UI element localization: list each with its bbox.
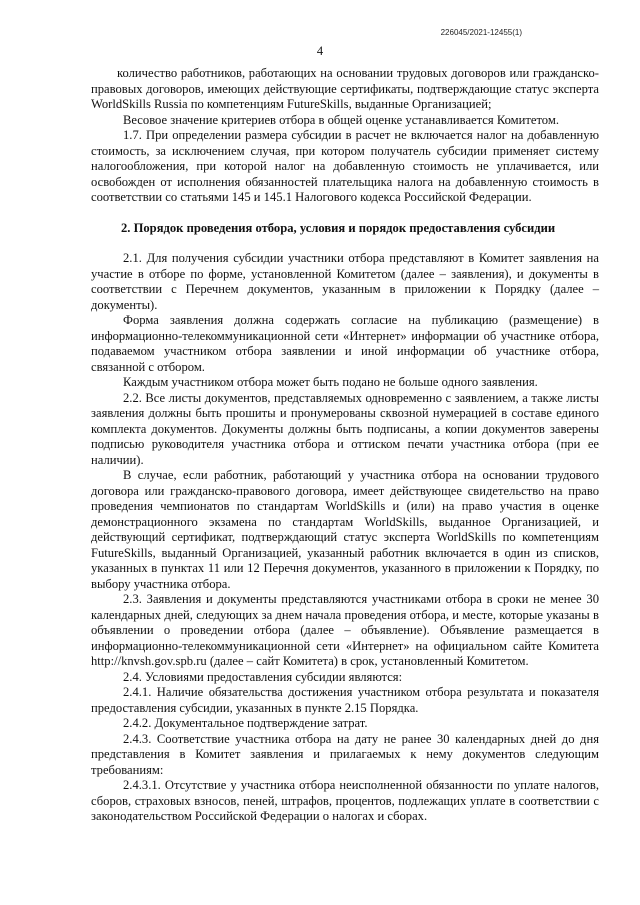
paragraph: 2.1. Для получения субсидии участники отбора представляют в Комитет заявления на участие в отборе по форме, установленной Комитетом (далее – заявления), и документы в соответствии с Перечнем документов, указанным в приложении к Порядку (далее – документы). <box>91 251 599 312</box>
document-body <box>91 66 599 825</box>
paragraph: 2.2. Все листы документов, представляемых одновременно с заявлением, а также листы заявления должны быть прошиты и пронумерованы сквозной нумерацией в составе единого комплекта документов. Документы должны быть подписаны, а копии документов заверены подписью руководителя участника отбора и оттиском печати участника отбора (при ее наличии). <box>91 390 599 467</box>
paragraph: 2.3. Заявления и документы представляются участниками отбора в сроки не менее 30 календарных дней, следующих за днем начала проведения отбора, и месте, которые указаны в объявлении о проведении отбора (далее – объявление). Объявление размещается в информационно-телекоммуникационной сети «Интернет» на официальном сайте Комитета http://knvsh.gov.spb.ru (далее – сайт Комитета) в срок, установленный Комитетом. <box>91 592 599 668</box>
paragraph: 2.4.2. Документальное подтверждение затрат. <box>123 716 368 730</box>
paragraph: 1.7. При определении размера субсидии в расчет не включается налог на добавленную стоимость, за исключением случая, при котором получатель субсидии применяет систему налогообложения, при которой налог на добавленную стоимость не уплачивается, или освобожден от исполнения обязанностей плательщика налога на добавленную стоимость в соответствии со статьями 145 и 145.1 Налогового кодекса Российской Федерации. <box>91 128 599 204</box>
paragraph: Каждым участником отбора может быть подано не больше одного заявления. <box>123 375 538 389</box>
paragraph: количество работников, работающих на основании трудовых договоров или гражданско-правовых договоров, имеющих действующие сертификаты, подтверждающие статус эксперта WorldSkills Russia по компетенциям FutureSkills, выданные Организацией; <box>91 66 599 111</box>
paragraph: 2.4.3.1. Отсутствие у участника отбора неисполненной обязанности по уплате налогов, сборов, страховых взносов, пеней, штрафов, процентов, подлежащих уплате в соответствии с законодательством Российской Федерации о налогах и сборах. <box>91 778 599 823</box>
page-number: 4 <box>316 44 324 58</box>
section-heading: 2. Порядок проведения отбора, условия и порядок предоставления субсидии <box>121 220 556 235</box>
paragraph: 2.4.3. Соответствие участника отбора на дату не ранее 30 календарных дней до дня представления в Комитет заявления и прилагаемых к нему документов следующим требованиям: <box>91 731 599 777</box>
paragraph: Весовое значение критериев отбора в общей оценке устанавливается Комитетом. <box>123 112 559 127</box>
paragraph: В случае, если работник, работающий у участника отбора на основании трудового договора или гражданско-правового договора, имеет действующее свидетельство на право проведения чемпионатов по стандартам WorldSkills и (или) на право участия в оценке демонстрационного экзамена по стандартам WorldSkills, выданное Организацией, и действующий сертификат, подтверждающий статус эксперта WorldSkills по компетенциям FutureSkills, выданный Организацией, указанный работник включается в один из списков, указанных в пунктах 11 или 12 Перечня документов, указанного в приложении к Порядку, по выбору участника отбора. <box>91 468 599 591</box>
paragraph: 2.4.1. Наличие обязательства достижения участником отбора результата и показателя предоставления субсидии, указанных в пункте 2.15 Порядка. <box>91 685 599 715</box>
paragraph: 2.4. Условиями предоставления субсидии являются: <box>123 669 403 684</box>
document-id: 226045/2021-12455(1) <box>440 28 522 37</box>
paragraph: Форма заявления должна содержать согласие на публикацию (размещение) в информационно-телекоммуникационной сети «Интернет» информации об участнике отбора, подаваемом участником отбора заявлении и иной информации об участнике отбора, связанной с отбором. <box>91 313 599 374</box>
